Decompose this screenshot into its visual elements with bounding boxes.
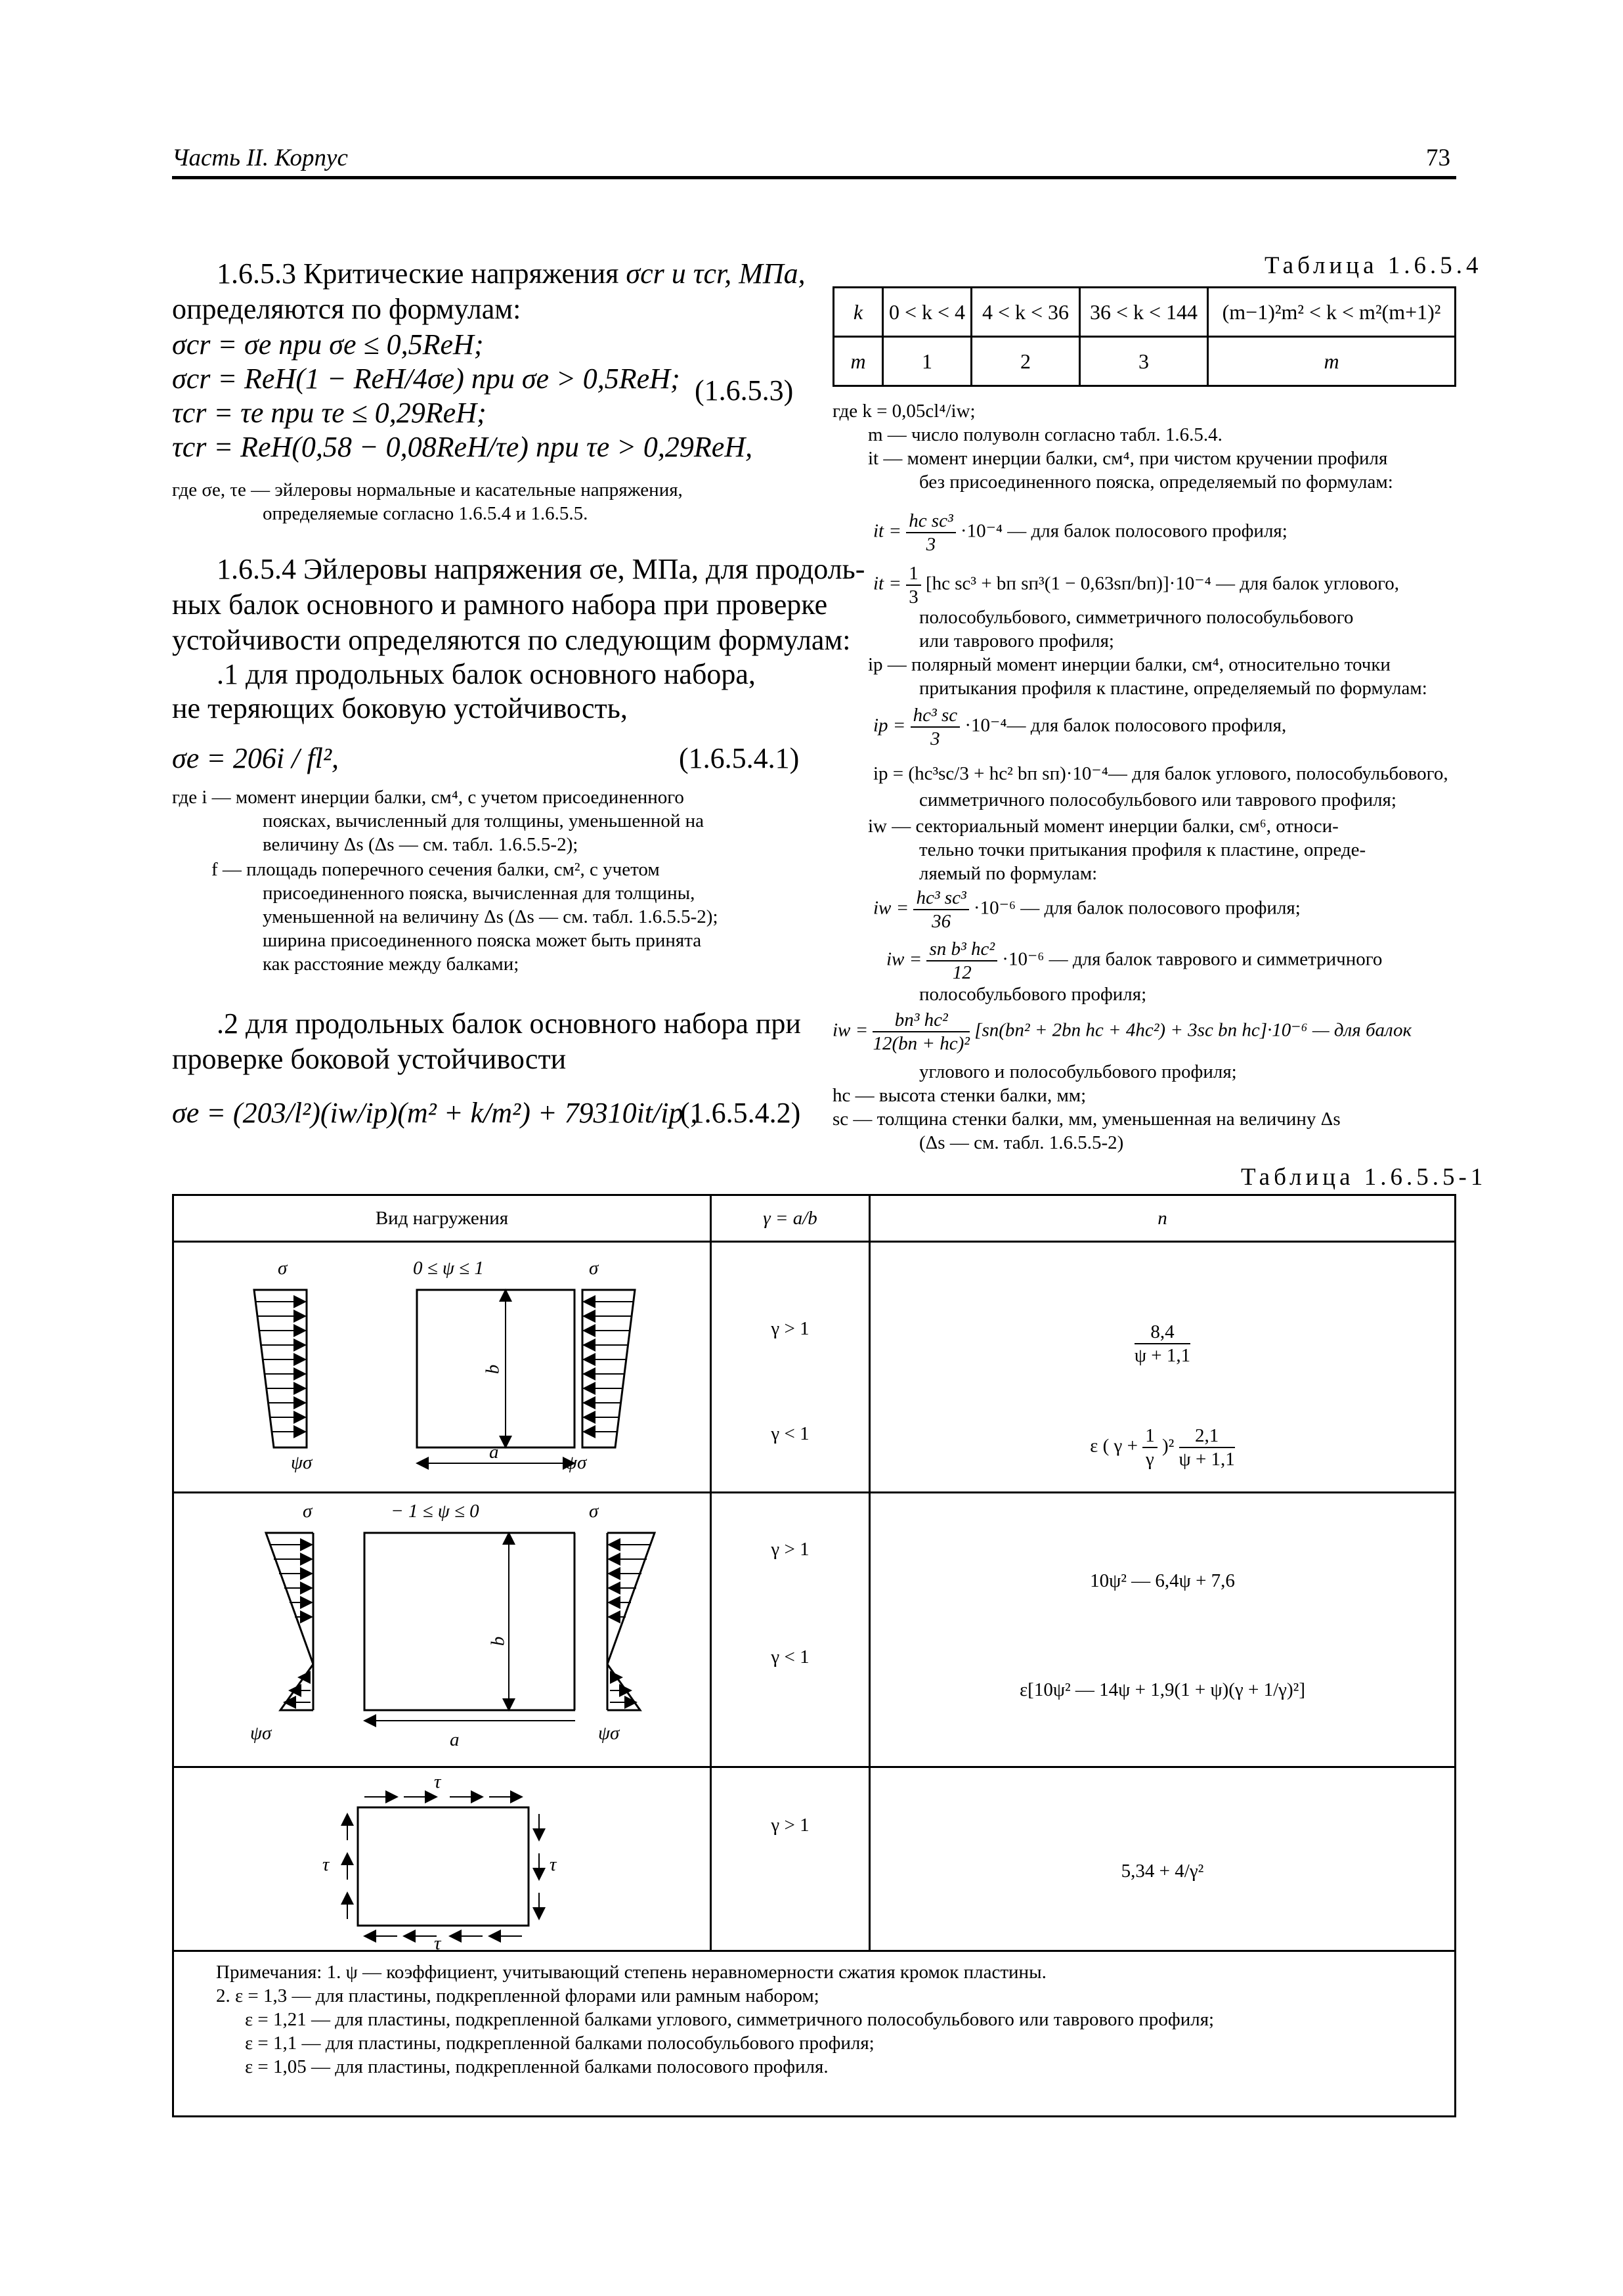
it-formula-2-b: полособульбового, симметричного полособульбового: [919, 607, 1354, 628]
row1-sigma-right: σ: [589, 1258, 599, 1279]
row2-sigma-left: σ: [303, 1501, 313, 1522]
note-2: 2. ε = 1,3 — для пластины, подкрепленной флорами или рамным набором;: [216, 1985, 819, 2006]
row3-diagram: [174, 1768, 710, 1950]
iw-formula-2-b: полособульбового профиля;: [919, 984, 1147, 1005]
ip-definition-1: ip — полярный момент инерции балки, см⁴, относительно точки: [868, 654, 1391, 675]
iw-definition-1: iw — секториальный момент инерции балки, см⁶, относи-: [868, 816, 1339, 837]
para-1654-line2: ных балок основного и рамного набора при проверке: [172, 588, 828, 621]
note-1: Примечания: 1. ψ — коэффициент, учитывающий степень неравномерности сжатия кромок пластины.: [216, 1962, 1047, 1983]
k-definition: где k = 0,05cl⁴/iw;: [833, 401, 976, 422]
formula-1653-4: τcr = ReH(0,58 − 0,08ReH/τe) при τe > 0,29ReH,: [172, 431, 753, 463]
table-cell: 1: [883, 337, 972, 386]
table-cell: m: [834, 337, 883, 386]
table-cell: 0 < k < 4: [883, 288, 972, 337]
para-2-line2: проверке боковой устойчивости: [172, 1043, 567, 1075]
it-formula-2-c: или таврового профиля;: [919, 630, 1114, 651]
row2-psi-left: ψσ: [250, 1723, 272, 1744]
formula-1653-1: σcr = σe при σe ≤ 0,5ReH;: [172, 328, 484, 361]
table-16551-title: Таблица 1.6.5.5-1: [1241, 1164, 1487, 1191]
sc-definition-1: sc — толщина стенки балки, мм, уменьшенная на величину Δs: [833, 1109, 1341, 1130]
header-gamma: γ = a/b: [763, 1208, 817, 1229]
it-formula-1: it = $\frac{\text{hc sc³}}{3}$ ·10⁻⁴ — для балок полосового профиля;: [873, 510, 1288, 555]
ip-formula-2: ip = (hc³sc/3 + hc² bп sп)·10⁻⁴— для балок углового, полособульбового,: [873, 763, 1448, 784]
where-f-4: ширина присоединенного пояска может быть принята: [263, 930, 702, 951]
where-i-3: величину Δs (Δs — см. табл. 1.6.5.5-2);: [263, 834, 578, 855]
note-3: ε = 1,21 — для пластины, подкрепленной балками углового, симметричного полособульбового или таврового профиля;: [245, 2009, 1215, 2030]
table-cell: m: [1208, 337, 1456, 386]
para-1653-heading: 1.6.5.3 Критические напряжения σcr и τcr, МПа,: [217, 257, 806, 290]
row2-range: − 1 ≤ ψ ≤ 0: [391, 1501, 479, 1522]
table-cell: (m−1)²m² < k < m²(m+1)²: [1208, 288, 1456, 337]
ip-formula-2-b: симметричного полособульбового или таврового профиля;: [919, 789, 1396, 810]
row2-n2: ε[10ψ² — 14ψ + 1,9(1 + ψ)(γ + 1/γ)²]: [1020, 1679, 1305, 1700]
header-rule: [172, 176, 1456, 179]
formula-16542: σe = (203/l²)(iw/ip)(m² + k/m²) + 79310it/ip ,: [172, 1097, 698, 1129]
row2-gamma1: γ > 1: [771, 1539, 810, 1560]
row1-psi-right: ψσ: [565, 1452, 587, 1473]
row2-gamma2: γ < 1: [771, 1646, 810, 1667]
page-number: 73: [1426, 144, 1450, 171]
formula-1653-2: σcr = ReH(1 − ReH/4σe) при σe > 0,5ReH;: [172, 363, 680, 395]
row2-sigma-right: σ: [589, 1501, 599, 1522]
row1-gamma2: γ < 1: [771, 1423, 810, 1444]
table-cell: 4 < k < 36: [972, 288, 1080, 337]
header-n: n: [1158, 1208, 1167, 1229]
note-4: ε = 1,1 — для пластины, подкрепленной балками полособульбового профиля;: [245, 2033, 875, 2054]
formula-16541-number: (1.6.5.4.1): [679, 742, 800, 774]
row2-b: b: [487, 1636, 509, 1646]
row3-tau-right: τ: [550, 1854, 557, 1875]
para-1654-line3: устойчивости определяются по следующим формулам:: [172, 624, 851, 656]
it-formula-2: it = $\frac{1}{3}$ [hc sc³ + bп sп³(1 − 0,63sп/bп)]·10⁻⁴ — для балок углового,: [873, 563, 1400, 607]
row2-a: a: [450, 1729, 460, 1750]
iw-definition-2: тельно точки притыкания профиля к пластине, опреде-: [919, 839, 1366, 860]
iw-definition-3: ляемый по формулам:: [919, 863, 1098, 884]
para-1654-line5: не теряющих боковую устойчивость,: [172, 692, 628, 724]
row3-gamma1: γ > 1: [771, 1815, 810, 1836]
where-f-5: как расстояние между балками;: [263, 954, 519, 975]
row1-b: b: [482, 1364, 504, 1375]
table-row: [834, 337, 1456, 386]
table-1654: [833, 286, 1456, 387]
where-1653-a: где σe, τe — эйлеровы нормальные и касательные напряжения,: [172, 479, 683, 500]
table-cell: 2: [972, 337, 1080, 386]
iw-formula-3: iw = $\frac{\text{bп³ hc²}}{\text{12(bп + hc)²}}$ [sп(bп² + 2bп hc + 4hc²) + 3sc bп hc]·10⁻⁶ — для балок: [833, 1009, 1412, 1054]
table-16551: [172, 1194, 1456, 2117]
row1-sigma-left: σ: [278, 1258, 288, 1279]
row2-psi-right: ψσ: [598, 1723, 620, 1744]
hc-definition: hc — высота стенки балки, мм;: [833, 1085, 1087, 1106]
it-definition-1: it — момент инерции балки, см⁴, при чистом кручении профиля: [868, 448, 1388, 469]
where-f-1: f — площадь поперечного сечения балки, см², с учетом: [211, 859, 660, 880]
where-f-2: присоединенного пояска, вычисленная для толщины,: [263, 883, 695, 904]
para-1654-line4: .1 для продольных балок основного набора,: [217, 658, 756, 690]
row1-range: 0 ≤ ψ ≤ 1: [413, 1258, 484, 1279]
ip-formula-1: ip = $\frac{\text{hc³ sc}}{3}$ ·10⁻⁴— для балок полосового профиля,: [873, 705, 1287, 749]
where-i-2: поясках, вычисленный для толщины, уменьшенной на: [263, 810, 704, 831]
row2-n1: 10ψ² — 6,4ψ + 7,6: [1090, 1570, 1235, 1591]
table-cell: 3: [1080, 337, 1208, 386]
para-1653-line2: определяются по формулам:: [172, 293, 521, 325]
para-1654-line1: 1.6.5.4 Эйлеровы напряжения σe, МПа, для продоль-: [217, 553, 865, 585]
iw-formula-2: iw = $\frac{\text{sп b³ hc²}}{12}$ ·10⁻⁶ — для балок таврового и симметричного: [886, 938, 1383, 983]
ip-definition-2: притыкания профиля к пластине, определяемый по формулам:: [919, 678, 1427, 699]
header-section: Часть II. Корпус: [172, 144, 348, 171]
table-cell: k: [834, 288, 883, 337]
m-definition: m — число полуволн согласно табл. 1.6.5.4.: [868, 424, 1223, 445]
table-cell: 36 < k < 144: [1080, 288, 1208, 337]
row3-tau-left: τ: [322, 1854, 330, 1875]
iw-formula-1: iw = $\frac{\text{hc³ sc³}}{36}$ ·10⁻⁶ — для балок полосового профиля;: [873, 887, 1301, 932]
formula-1653-3: τcr = τe при τe ≤ 0,29ReH;: [172, 397, 487, 429]
formula-1653-number: (1.6.5.3): [695, 374, 794, 407]
where-i-1: где i — момент инерции балки, см⁴, с учетом присоединенного: [172, 787, 684, 808]
table-row: [834, 288, 1456, 337]
where-f-3: уменьшенной на величину Δs (Δs — см. табл. 1.6.5.5-2);: [263, 906, 718, 927]
para-2-line1: .2 для продольных балок основного набора при: [217, 1007, 801, 1040]
where-1653-b: определяемые согласно 1.6.5.4 и 1.6.5.5.: [263, 503, 588, 524]
row3-n1: 5,34 + 4/γ²: [1121, 1861, 1204, 1882]
sc-definition-2: (Δs — см. табл. 1.6.5.5-2): [919, 1132, 1124, 1153]
row1-n1: $\frac{8,4}{\psi + 1,1}$: [1134, 1321, 1191, 1366]
row1-a: a: [489, 1442, 499, 1463]
formula-16542-number: (1.6.5.4.2): [680, 1097, 801, 1129]
table-1654-title: Таблица 1.6.5.4: [1265, 252, 1482, 279]
row3-tau-bottom: τ: [434, 1933, 441, 1954]
row1-psi-left: ψσ: [291, 1452, 313, 1473]
iw-formula-3-b: углового и полособульбового профиля;: [919, 1061, 1237, 1082]
note-5: ε = 1,05 — для пластины, подкрепленной балками полосового профиля.: [245, 2056, 829, 2077]
row3-tau-top: τ: [434, 1771, 441, 1792]
row1-gamma1: γ > 1: [771, 1318, 810, 1339]
it-definition-2: без присоединенного пояска, определяемый по формулам:: [919, 472, 1393, 493]
row1-n2: ε ( γ + $\frac{1}{\gamma}$ )² $\frac{2,1}{\psi + 1,1}$: [1090, 1425, 1235, 1470]
header-load-type: Вид нагружения: [375, 1208, 509, 1229]
formula-16541: σe = 206i / fl²,: [172, 742, 339, 774]
